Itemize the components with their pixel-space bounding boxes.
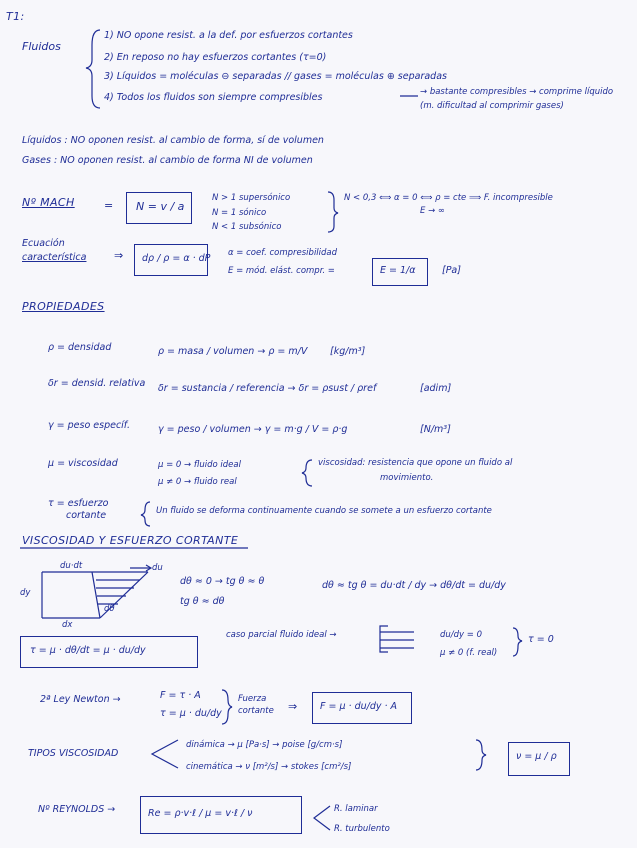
e-unit: [Pa] — [442, 265, 461, 276]
prop-viscosity-ideal: μ = 0 → fluido ideal — [158, 460, 241, 470]
tipos-dinamica: dinámica → μ [Pa·s] → poise [g/cm·s] — [186, 740, 343, 750]
prop-viscosity-note-2: movimiento. — [380, 473, 434, 483]
visc-brace — [302, 460, 312, 486]
reynolds-label: Nº REYNOLDS → — [38, 804, 116, 815]
newton-label: 2ª Ley Newton → — [40, 694, 121, 705]
tau-brace — [141, 502, 150, 526]
shear-relation: dθ ≈ tg θ = du·dt / dy → dθ/dt = du/dy — [322, 580, 506, 591]
fuerza-label-1: Fuerza — [238, 694, 267, 704]
mach-note: N < 0,3 ⟺ α = 0 ⟺ ρ = cte ⟹ F. incompresible — [344, 193, 553, 203]
fluids-item-1: 1) NO opone resist. a la def. por esfuerzos cortantes — [104, 30, 353, 41]
fluids-brace — [86, 30, 100, 108]
page-title: T1: — [6, 10, 25, 23]
nu-formula: ν = μ / ρ — [516, 751, 557, 762]
mach-case-1: N > 1 supersónico — [212, 193, 291, 203]
prop-shear-name-1: τ = esfuerzo — [48, 498, 109, 509]
fluids-item-2: 2) En reposo no hay esfuerzos cortantes (τ=0) — [104, 52, 327, 63]
fluids-note-1: → bastante compresibles → comprime líquido — [420, 87, 614, 97]
prop-viscosity-real: μ ≠ 0 → fluido real — [158, 477, 237, 487]
prop-relative-name: δr = densid. relativa — [48, 378, 146, 389]
ecuacion-formula: dρ / ρ = α · dP — [142, 253, 211, 264]
liquids-line: Líquidos : NO oponen resist. al cambio de forma, sí de volumen — [22, 135, 324, 146]
mach-case-2: N = 1 sónico — [212, 208, 267, 218]
fuerza-label-2: cortante — [238, 706, 274, 716]
mach-case-3: N < 1 subsónico — [212, 222, 282, 232]
arrow-force: ⇒ — [288, 700, 298, 713]
alpha-definition: α = coef. compresibilidad — [228, 248, 338, 258]
e-definition: E = mód. elást. compr. = — [228, 266, 335, 276]
tipos-bracket — [152, 740, 178, 768]
reynolds-laminar: R. laminar — [334, 804, 378, 814]
e-formula: E = 1/α — [380, 265, 416, 276]
tipos-cinematica: cinemática → ν [m²/s] → stokes [cm²/s] — [186, 762, 352, 772]
static-mu: μ ≠ 0 (f. real) — [440, 648, 498, 658]
tau-zero: τ = 0 — [528, 634, 554, 645]
diagram-label-top: du·dt — [60, 561, 83, 571]
newton-tau: τ = μ · du/dy — [160, 708, 222, 719]
diagram-label-right: du — [152, 563, 163, 573]
prop-density-unit: [kg/m³] — [330, 346, 366, 357]
prop-relative-formula: δr = sustancia / referencia → δr = ρsust / ρref — [158, 383, 377, 394]
force-formula: F = μ · du/dy · A — [320, 701, 398, 712]
prop-density-name: ρ = densidad — [48, 342, 112, 353]
diagram-label-bottom: dx — [62, 620, 73, 630]
shear-diagram — [42, 565, 151, 618]
prop-viscosity-note-1: viscosidad: resistencia que opone un fluido al — [318, 458, 513, 468]
prop-weight-name: γ = peso específ. — [48, 420, 131, 431]
prop-relative-unit: [adim] — [420, 383, 452, 394]
reynolds-formula: Re = ρ·v·ℓ / μ = v·ℓ / ν — [148, 808, 253, 819]
tg-approx: tg θ ≈ dθ — [180, 596, 225, 607]
mach-brace — [328, 192, 338, 232]
ecuacion-label-1: Ecuación — [22, 238, 65, 249]
ecuacion-label-2: característica — [22, 252, 87, 263]
diagram-label-angle: dθ — [104, 604, 115, 614]
reynolds-bracket — [314, 806, 330, 830]
small-angle: dθ ≈ 0 → tg θ ≈ θ — [180, 576, 265, 587]
mach-formula: N = v / a — [136, 200, 185, 213]
mach-note-sub: E → ∞ — [420, 206, 445, 216]
diagram-label-left: dy — [20, 588, 31, 598]
static-case: caso parcial fluido ideal → — [226, 630, 337, 640]
prop-viscosity-name: μ = viscosidad — [48, 458, 118, 469]
tau-formula: τ = μ · dθ/dt = μ · du/dy — [30, 645, 146, 656]
static-du: du/dy = 0 — [440, 630, 483, 640]
fluids-item-4: 4) Todos los fluidos son siempre compresibles — [104, 92, 323, 103]
fluids-note-2: (m. dificultad al comprimir gases) — [420, 101, 564, 111]
prop-density-formula: ρ = masa / volumen → ρ = m/V — [158, 346, 308, 357]
prop-weight-unit: [N/m³] — [420, 424, 451, 435]
equals-sign: = — [104, 199, 114, 212]
mach-label: Nº MACH — [22, 196, 75, 209]
reynolds-turbulent: R. turbulento — [334, 824, 390, 834]
prop-weight-formula: γ = peso / volumen → γ = m·g / V = ρ·g — [158, 424, 348, 435]
prop-shear-name-2: cortante — [66, 510, 107, 521]
visc-header: VISCOSIDAD Y ESFUERZO CORTANTE — [22, 534, 239, 547]
propiedades-header: PROPIEDADES — [22, 300, 105, 313]
gases-line: Gases : NO oponen resist. al cambio de forma NI de volumen — [22, 155, 313, 166]
tipos-label: TIPOS VISCOSIDAD — [28, 748, 119, 759]
newton-force: F = τ · A — [160, 690, 201, 701]
fluids-item-3: 3) Líquidos = moléculas ⊖ separadas // gases = moléculas ⊕ separadas — [104, 71, 447, 82]
prop-shear-note: Un fluido se deforma continuamente cuando se somete a un esfuerzo cortante — [156, 506, 492, 516]
fluids-label: Fluidos — [22, 40, 61, 53]
arrow-ecuacion: ⇒ — [114, 249, 124, 262]
